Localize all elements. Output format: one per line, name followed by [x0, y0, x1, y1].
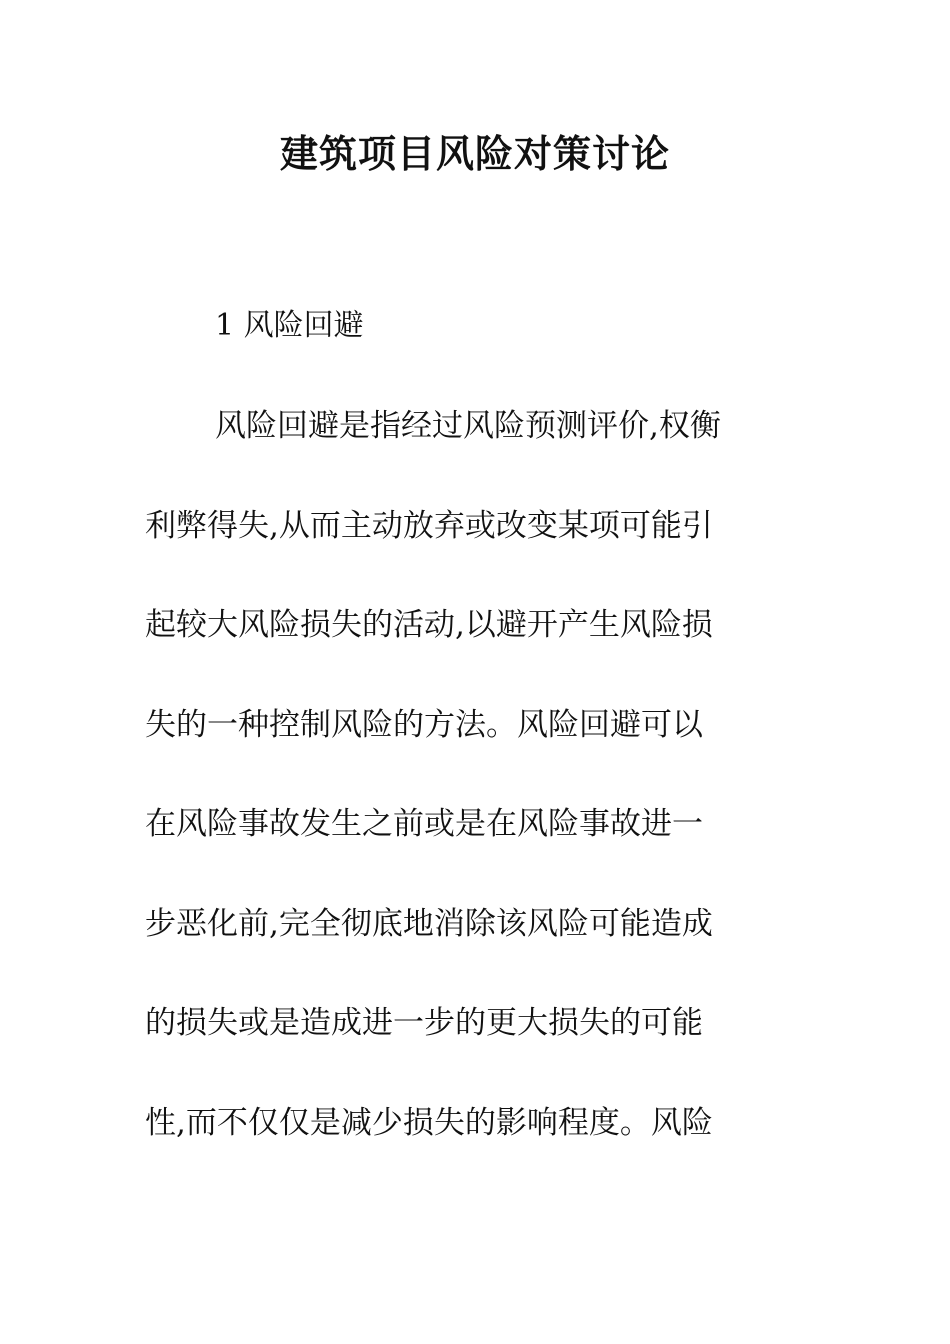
- document-title: 建筑项目风险对策讨论: [279, 132, 670, 176]
- paragraph-line: 失的一种控制风险的方法。风险回避可以: [145, 707, 703, 743]
- paragraph-line: 在风险事故发生之前或是在风险事故进一: [145, 806, 703, 842]
- paragraph-line: 的损失或是造成进一步的更大损失的可能: [145, 1005, 703, 1041]
- paragraph-line: 性,而不仅仅是减少损失的影响程度。风险: [145, 1105, 713, 1141]
- paragraph-line: 利弊得失,从而主动放弃或改变某项可能引: [145, 508, 713, 544]
- section-heading: 1 风险回避: [215, 308, 364, 343]
- paragraph-line: 起较大风险损失的活动,以避开产生风险损: [145, 607, 713, 643]
- paragraph-line: 步恶化前,完全彻底地消除该风险可能造成: [145, 906, 713, 942]
- paragraph-line: 风险回避是指经过风险预测评价,权衡: [215, 408, 721, 444]
